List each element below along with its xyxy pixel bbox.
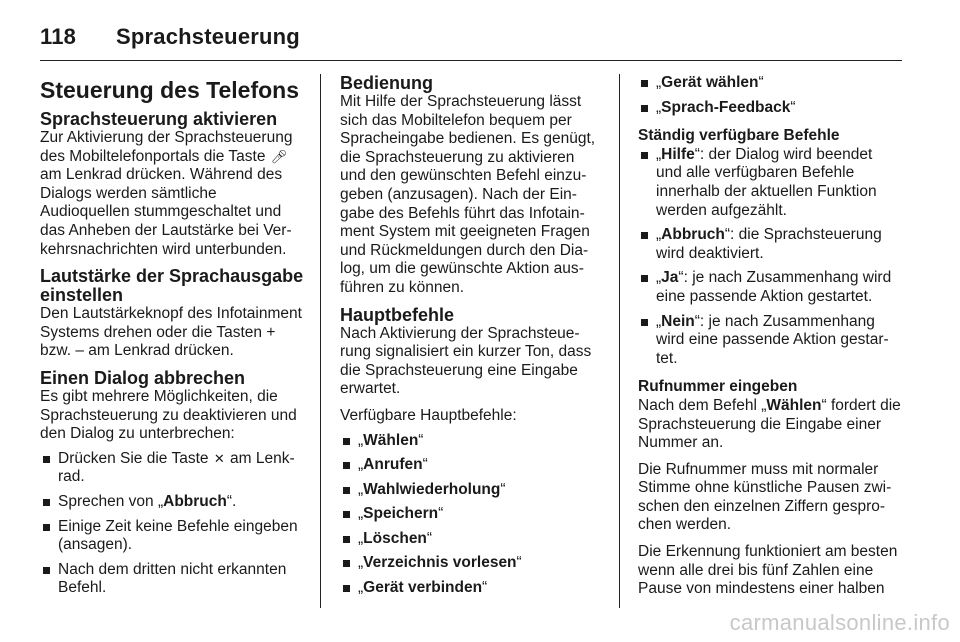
operation-paragraph: Mit Hilfe der Sprachsteuerung lässt sich das Mobiltelefon bequem per Spracheingabe bedienen. Es genügt, die Sprachsteuerung zu aktivieren und den gewünschten Befehl einzugeben (anzusagen). Nach der Eingabe des Befehls führt das Infotainment System mit geeigneten Fragen und Rückmeldungen durch den Dialog, um die gewünschte Aktion ausführen zu können. xyxy=(340,93,596,296)
list-item: Drücken Sie die Taste ✕ am Lenkrad. xyxy=(40,450,306,487)
list-item: „Speichern“ xyxy=(340,505,604,524)
list-item: „Sprach-Feedback“ xyxy=(638,99,902,118)
column-divider xyxy=(320,74,321,608)
main-commands-heading: Hauptbefehle xyxy=(340,304,455,325)
always-available-heading: Ständig verfügbare Befehle xyxy=(638,127,840,145)
available-label: Verfügbare Hauptbefehle: xyxy=(340,406,517,424)
column-1 xyxy=(40,74,306,604)
list-item: „Abbruch“: die Sprachsteuerung wird deaktiviert. xyxy=(638,226,902,263)
list-item: „Nein“: je nach Zusammenhang wird eine passende Aktion gestartet. xyxy=(638,313,902,369)
list-item: Einige Zeit keine Befehle eingeben (ansagen). xyxy=(40,518,306,555)
header-divider xyxy=(40,60,902,61)
cancel-list xyxy=(40,450,306,598)
volume-paragraph: Den Lautstärkeknopf des Infotainment Systems drehen oder die Tasten + bzw. – am Lenkrad drücken. xyxy=(40,305,302,360)
list-item: „Anrufen“ xyxy=(340,456,604,475)
steering-hangup-icon: ✕ xyxy=(213,450,225,466)
list-item: „Gerät verbinden“ xyxy=(340,579,604,598)
list-item: Nach dem dritten nicht erkannten Befehl. xyxy=(40,561,306,598)
column-divider xyxy=(619,74,620,608)
page-number: 118 xyxy=(40,24,77,49)
main-commands-paragraph: Nach Aktivierung der Sprachsteuerung signalisiert ein kurzer Ton, dass die Sprachsteuerung eine Eingabe erwartet. xyxy=(340,324,592,398)
list-item: „Wahlwiederholung“ xyxy=(340,481,604,500)
list-item: Sprechen von „Abbruch“. xyxy=(40,493,306,512)
dial-paragraph-2: Die Rufnummer muss mit normaler Stimme ohne künstliche Pausen zwischen den einzelnen Ziffern gesprochen werden. xyxy=(638,460,892,534)
dial-heading: Rufnummer eingeben xyxy=(638,378,798,396)
always-available-list xyxy=(638,146,902,369)
list-item: „Verzeichnis vorlesen“ xyxy=(340,554,604,573)
column-2 xyxy=(340,74,604,604)
dial-paragraph-3: Die Erkennung funktioniert am besten wenn alle drei bis fünf Zahlen eine Pause von mindestens einer halben xyxy=(638,543,898,598)
list-item: „Hilfe“: der Dialog wird beendet und alle verfügbaren Befehle innerhalb der aktuellen Funktion werden aufgezählt. xyxy=(638,146,902,220)
volume-heading: Lautstärke der Sprachausgabe einstellen xyxy=(40,266,304,306)
main-commands-list xyxy=(340,432,604,598)
list-item: „Löschen“ xyxy=(340,530,604,549)
list-item: „Gerät wählen“ xyxy=(638,74,902,93)
activate-heading: Sprachsteuerung aktivieren xyxy=(40,109,278,129)
cancel-heading: Einen Dialog abbrechen xyxy=(40,367,246,388)
column-3 xyxy=(638,74,902,599)
operation-heading: Bedienung xyxy=(340,73,433,93)
section-title: Sprachsteuerung xyxy=(116,24,300,49)
steering-voice-icon: 🎤︎ xyxy=(270,148,288,164)
main-commands-list-cont xyxy=(638,74,902,117)
watermark: carmanualsonline.info xyxy=(729,610,950,635)
dial-paragraph: Nach dem Befehl „Wählen“ fordert die Sprachsteuerung die Eingabe einer Nummer an. xyxy=(638,396,901,452)
page-title: Steuerung des Telefons xyxy=(40,77,300,103)
list-item: „Wählen“ xyxy=(340,432,604,451)
list-item: „Ja“: je nach Zusammenhang wird eine passende Aktion gestartet. xyxy=(638,269,902,306)
activate-paragraph: Zur Aktivierung der Sprachsteuerung des Mobiltelefonportals die Taste 🎤︎ am Lenkrad drücken. Während des Dialogs werden sämtliche Audioquellen stummgeschaltet und das Anheben der Lautstärke bei Verkehrsnachrichten wird unterbunden. xyxy=(40,129,293,258)
page-header xyxy=(40,16,902,58)
cancel-paragraph: Es gibt mehrere Möglichkeiten, die Sprachsteuerung zu deaktivieren und den Dialog zu unterbrechen: xyxy=(40,387,297,443)
